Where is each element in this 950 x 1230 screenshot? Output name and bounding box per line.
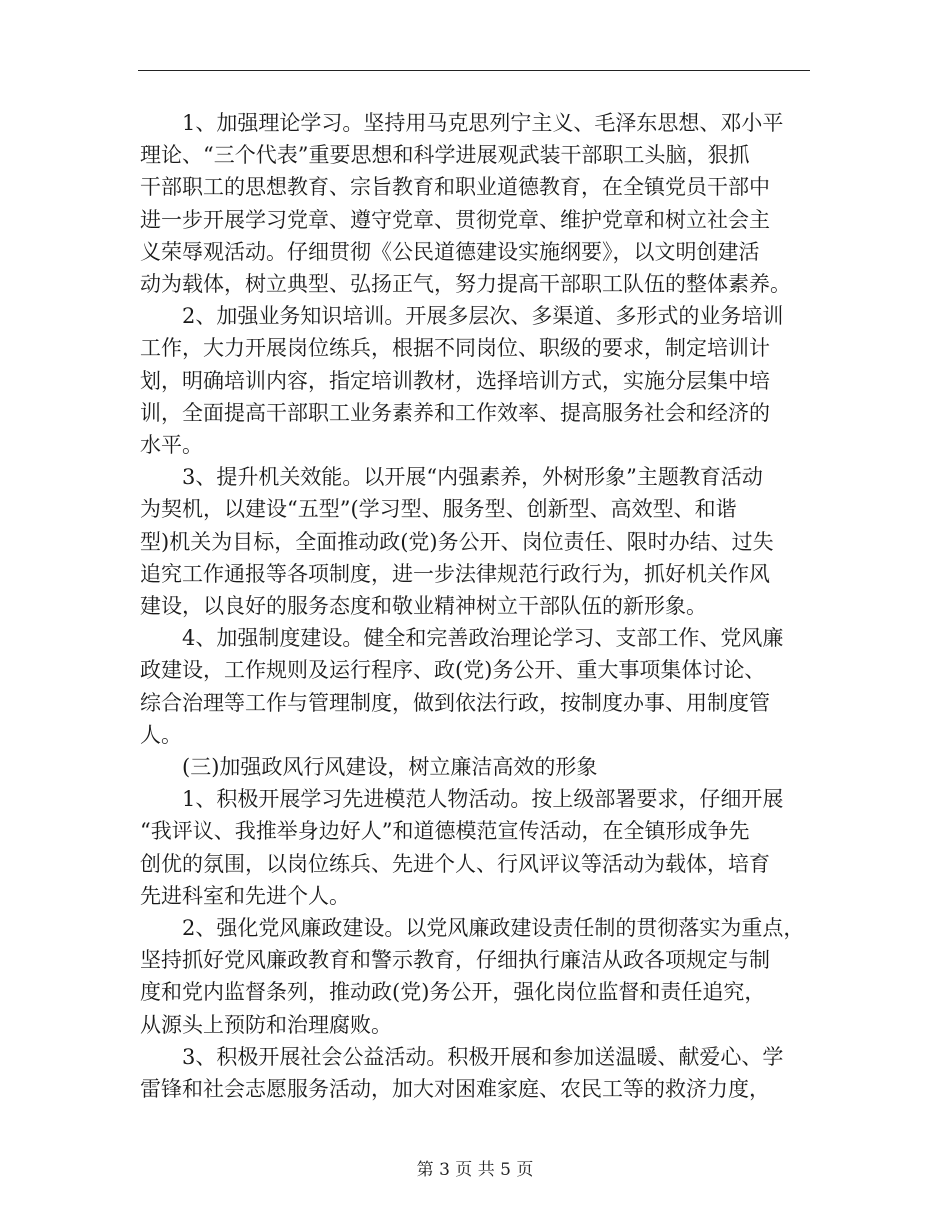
text-line: 建设，以良好的服务态度和敬业精神树立干部队伍的新形象。 — [140, 594, 707, 619]
text-line: 政建设，工作规则及运行程序、政(党)务公开、重大事项集体讨论、 — [140, 658, 766, 683]
text-line: 训，全面提高干部职工业务素养和工作效率、提高服务社会和经济的 — [140, 400, 770, 425]
paragraph-theory-study — [140, 107, 820, 300]
paragraph-business-training — [140, 300, 820, 461]
text-line: 干部职工的思想教育、宗旨教育和职业道德教育，在全镇党员干部中 — [140, 175, 770, 200]
text-line: 从源头上预防和治理腐败。 — [140, 1012, 392, 1037]
section-heading — [140, 751, 820, 783]
text-line: 先进科室和先进个人。 — [140, 883, 350, 908]
text-line: 理论、“三个代表”重要思想和科学进展观武装干部职工头脑，狠抓 — [140, 143, 750, 168]
text-line: 创优的氛围，以岗位练兵、先进个人、行风评议等活动为载体，培育 — [140, 851, 770, 876]
text-line: 2、加强业务知识培训。开展多层次、多渠道、多形式的业务培训 — [182, 304, 784, 329]
text-line: 综合治理等工作与管理制度，做到依法行政，按制度办事、用制度管 — [140, 690, 770, 715]
text-line: 人。 — [140, 722, 182, 747]
text-line: 4、加强制度建设。健全和完善政治理论学习、支部工作、党风廉 — [182, 626, 784, 651]
text-line: 进一步开展学习党章、遵守党章、贯彻党章、维护党章和树立社会主 — [140, 207, 770, 232]
paragraph-public-welfare — [140, 1041, 820, 1105]
text-line: 划，明确培训内容，指定培训教材，选择培训方式，实施分层集中培 — [140, 368, 770, 393]
text-line: 3、提升机关效能。以开展“内强素养，外树形象”主题教育活动 — [182, 465, 763, 490]
page-number-footer: 第 3 页 共 5 页 — [416, 1160, 534, 1180]
text-line: 1、积极开展学习先进模范人物活动。按上级部署要求，仔细开展 — [182, 787, 784, 812]
text-line: 1、加强理论学习。坚持用马克思列宁主义、毛泽东思想、邓小平 — [182, 111, 784, 135]
paragraph-agency-efficiency — [140, 461, 820, 622]
text-line: 雷锋和社会志愿服务活动，加大对困难家庭、农民工等的救济力度， — [140, 1077, 770, 1102]
text-line: 度和党内监督条列，推动政(党)务公开，强化岗位监督和责任追究， — [140, 980, 766, 1005]
paragraph-system-building — [140, 622, 820, 751]
text-line: “我评议、我推举身边好人”和道德模范宣传活动，在全镇形成争先 — [140, 819, 750, 844]
text-line: 2、强化党风廉政建设。以党风廉政建设责任制的贯彻落实为重点， — [182, 916, 805, 941]
text-line: 水平。 — [140, 433, 203, 458]
text-line: 型)机关为目标，全面推动政(党)务公开、岗位责任、限时办结、过失 — [140, 529, 774, 554]
text-line: (三)加强政风行风建设，树立廉洁高效的形象 — [182, 755, 598, 780]
text-line: 动为载体，树立典型、弘扬正气，努力提高干部职工队伍的整体素养。 — [140, 272, 791, 297]
text-line: 坚持抓好党风廉政教育和警示教育，仔细执行廉洁从政各项规定与制 — [140, 948, 770, 973]
text-line: 追究工作通报等各项制度，进一步法律规范行政行为，抓好机关作风 — [140, 561, 770, 586]
text-line: 为契机，以建设“五型”(学习型、服务型、创新型、高效型、和谐 — [140, 497, 737, 522]
paragraph-anti-corruption — [140, 912, 820, 1041]
text-line: 工作，大力开展岗位练兵，根据不同岗位、职级的要求，制定培训计 — [140, 336, 770, 361]
header-rule — [138, 70, 810, 71]
text-line: 义荣辱观活动。仔细贯彻《公民道德建设实施纲要》，以文明创建活 — [140, 239, 760, 264]
document-body — [140, 107, 820, 1105]
text-line: 3、积极开展社会公益活动。积极开展和参加送温暖、献爱心、学 — [182, 1044, 784, 1069]
paragraph-role-models — [140, 783, 820, 912]
